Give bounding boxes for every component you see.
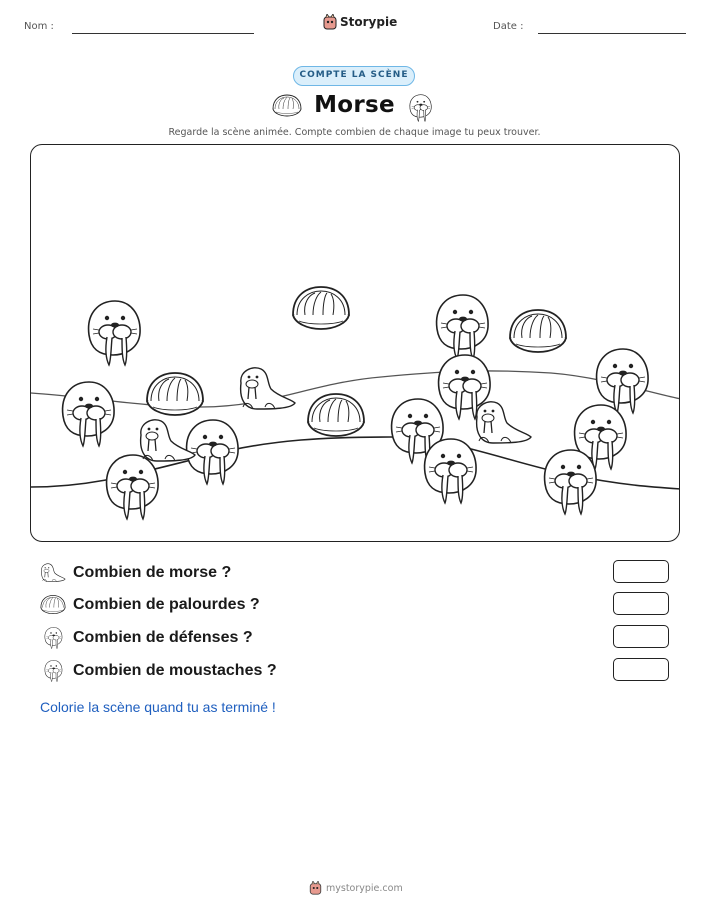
walrus-tusk-icon [40,626,66,650]
footer-url[interactable]: mystorypie.com [326,882,403,894]
question-text: Combien de défenses ? [73,629,253,646]
storypie-mascot-icon [323,14,337,30]
walrus-body [241,368,295,409]
question-text: Combien de morse ? [73,564,232,581]
question-text: Combien de palourdes ? [73,596,260,613]
page-title: Morse [314,92,395,118]
walrus-head [107,455,159,519]
question-walrus [40,560,680,586]
date-field[interactable] [538,33,686,34]
walrus-head [425,439,477,503]
footer [309,881,403,895]
walrus-icon [405,93,435,123]
question-clams [40,592,680,618]
walrus-head [63,382,115,446]
answer-box-clams[interactable] [613,592,669,615]
answer-box-walrus[interactable] [613,560,669,583]
storypie-mascot-icon [309,881,322,895]
clam [308,394,364,436]
question-mustaches [40,658,680,684]
brand-logo [323,14,397,30]
brand-name: Storypie [340,15,398,29]
question-tusks [40,625,680,651]
instructions: Regarde la scène animée. Compte combien de chaque image tu peux trouver. [168,127,541,138]
coloring-instruction: Colorie la scène quand tu as terminé ! [40,699,276,715]
walrus-head [437,295,489,359]
clam [510,310,566,352]
name-label: Nom : [24,21,54,32]
name-field[interactable] [72,33,254,34]
walrus-head [187,420,239,484]
date-label: Date : [493,21,524,32]
walrus-head [597,349,649,413]
clam [293,287,349,329]
answer-box-tusks[interactable] [613,625,669,648]
walrus-body-icon [40,561,66,585]
counting-scene [30,144,680,542]
clam [147,373,203,415]
walrus-head [89,301,141,365]
walrus-head [545,450,597,514]
walrus-body [477,402,531,443]
activity-badge: COMPTE LA SCÈNE [293,66,415,86]
walrus-mustache-icon [40,659,66,683]
clam-icon [40,593,66,617]
question-text: Combien de moustaches ? [73,662,277,679]
answer-box-mustaches[interactable] [613,658,669,681]
